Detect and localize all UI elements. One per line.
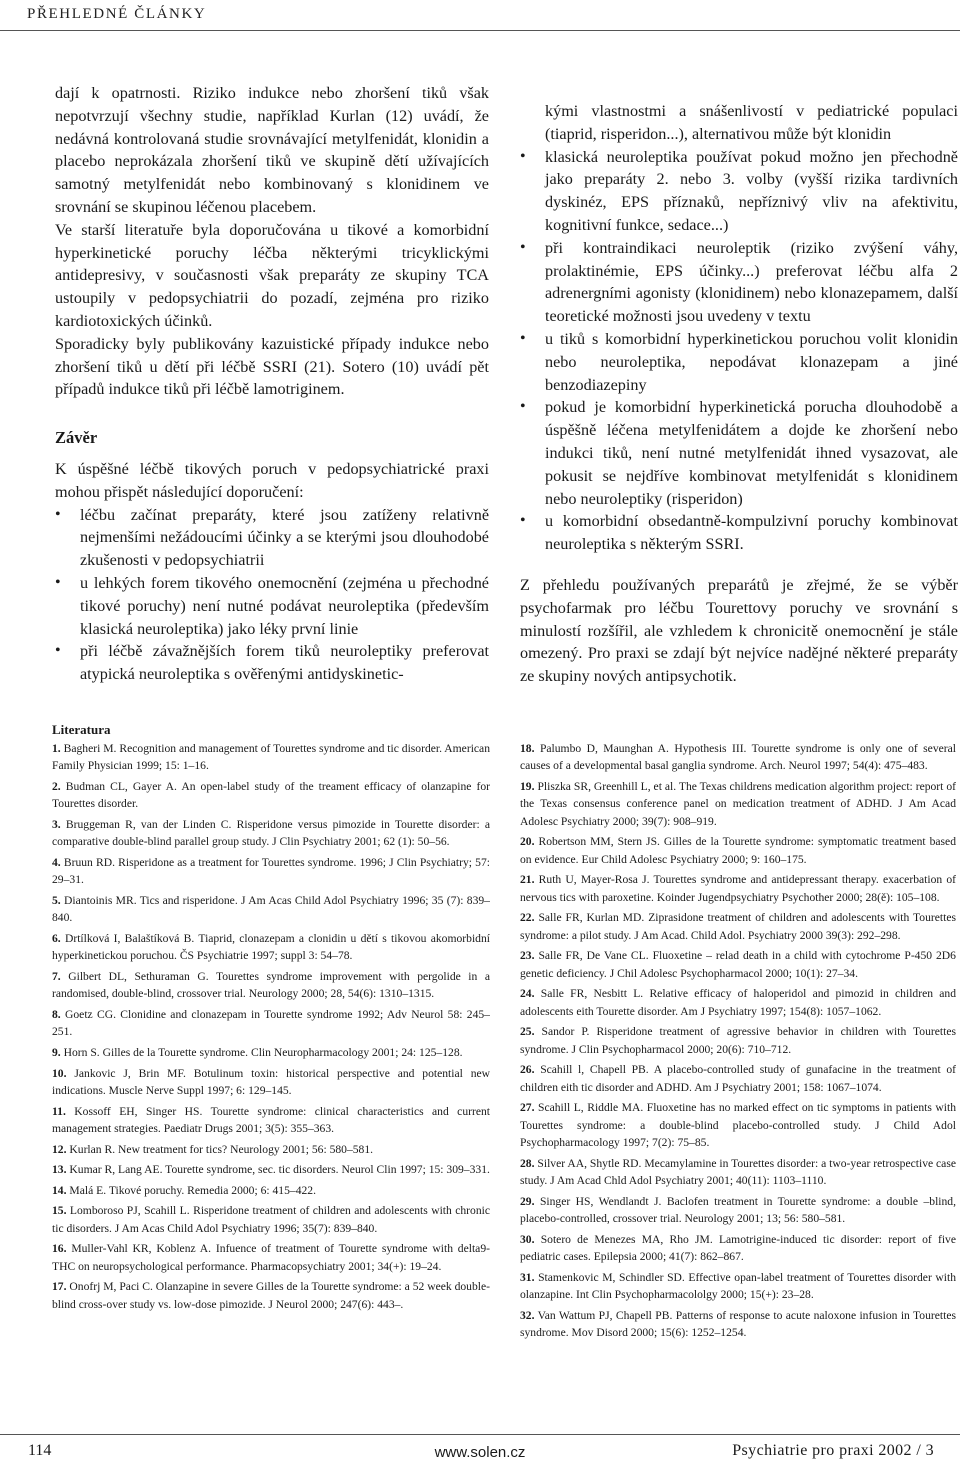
reference-authors: Kurlan R. <box>69 1142 116 1156</box>
reference-authors: Gilbert DL, Sethuraman G. <box>68 970 209 983</box>
references-left-column <box>52 740 490 1316</box>
reference-item <box>520 909 956 944</box>
reference-item <box>52 1065 490 1100</box>
reference-number: 32. <box>520 1308 535 1322</box>
left-text-column <box>55 82 489 686</box>
reference-authors: Bruggeman R, van der Linden C. <box>65 818 232 831</box>
reference-item <box>520 833 956 868</box>
page-number: 114 <box>28 1442 52 1459</box>
reference-authors: Kumar R, Lang AE. <box>69 1163 163 1177</box>
header-rule <box>0 30 960 31</box>
paragraph: Sporadicky byly publikovány kazuistické případy indukce nebo zhoršení tiků u dětí při léčbě SSRI (21). Sotero (10) uvádí pět případů indukce tiků při léčbě lamotriginem. <box>55 334 489 399</box>
reference-item <box>520 1269 956 1304</box>
reference-item <box>52 854 490 889</box>
reference-details: An open-label study of the treament efficacy of olanzapine for Tourettes disorder. <box>52 780 490 811</box>
reference-number: 15. <box>52 1204 67 1218</box>
reference-details: Gilles de la Tourette syndrome: symptomatic treatment based on evidence. Eur Child Adolesc Psychiatry 2000; 9: 160–175. <box>520 835 956 866</box>
reference-number: 20. <box>520 835 535 849</box>
reference-number: 26. <box>520 1063 535 1077</box>
paragraph: Ve starší literatuře byla doporučována u tikové a komorbidní hyperkinetické poruchy léčba některými tricyklickými antidepresivy, v současnosti však preparáty ze skupiny TCA ustoupily v pedopsychiatrii do pozadí, zejména pro riziko kardiotoxických účinků. <box>55 220 489 330</box>
reference-details: Effective opan-label treatment of Tourettes disorder with olanzapine. Int Clin Psychopharmacololgy 2000; 15(+): 23–28. <box>520 1270 957 1302</box>
reference-number: 11. <box>52 1104 66 1118</box>
reference-authors: Palumbo D, Maunghan A. <box>539 742 669 755</box>
reference-authors: Jankovic J, Brin MF. <box>74 1066 186 1080</box>
references-right-column <box>520 740 956 1345</box>
reference-authors: Malá E. <box>69 1183 107 1197</box>
list-item: • léčbu začínat preparáty, které jsou zatíženy relativně nejmenšími nežádoucími účinky a se kterými jsou dlouhodobé zkušenosti v pedopsychiatrii <box>55 504 489 572</box>
list-item: • u lehkých forem tikového onemocnění (zejména u přechodné tikové poruchy) není nutné podávat neuroleptika (především klasická neuroleptika) jako léky první linie <box>55 572 489 640</box>
reference-item <box>520 1155 956 1190</box>
reference-authors: Diantoinis MR. <box>64 894 137 907</box>
reference-number: 31. <box>520 1270 535 1284</box>
reference-authors: Drtílková I, Balaštíková B. <box>64 932 195 945</box>
reference-authors: Salle FR, Nesbitt L. <box>540 987 644 1001</box>
reference-details: Recognition and management of Tourettes syndrome and tic disorder. American Family Physician 1999; 15: 1–16. <box>52 742 490 773</box>
reference-authors: Ruth U, Mayer-Rosa J. <box>538 873 650 887</box>
list-item: • u tiků s komorbidní hyperkinetickou poruchou volit klonidin nebo neuroleptika, nepodávat klonazepam a jiné benzodiazepiny <box>520 328 958 396</box>
reference-details: Fluoxetine has no marked effect on tic symptoms in patients with Tourettes syndrome: a double-blind placebo-controlled study. J Child Adol Psychopharmacology 1997; 7(2): 75–85. <box>520 1101 956 1150</box>
reference-authors: Sandor P. <box>541 1025 590 1039</box>
section-heading: Závěr <box>55 428 98 448</box>
reference-details: Tourettes syndrome improvement with pergolide in a randomised, double-blind, crossover trial. Neurology 2000; 28, 54(6): 1310–1315. <box>52 970 490 1001</box>
paragraph: K úspěšné léčbě tikových poruch v pedopsychiatrické praxi mohou přispět následující doporučení: <box>55 459 489 501</box>
references-heading: Literatura <box>52 722 111 737</box>
reference-item <box>520 1061 956 1096</box>
reference-details: Tiaprid, clonazepam a clonidin u dětí s tikovou akomorbidní hyperkinetickou poruchou. ČS Psychiatrie 1997; suppl 3: 54–78. <box>52 932 490 963</box>
reference-authors: Onofrj M, Paci C. <box>69 1280 153 1294</box>
reference-item <box>52 1044 490 1061</box>
reference-details: Botulinum toxin: historical perspective and potential new indications. Muscle Nerve Suppl 1997; 6: 129–145. <box>52 1066 491 1097</box>
reference-number: 28. <box>520 1156 535 1170</box>
journal-name: Psychiatrie pro praxi 2002 / 3 <box>732 1442 934 1459</box>
reference-authors: Goetz CG. <box>65 1008 116 1021</box>
reference-authors: Sotero de Menezes MA, Rho JM. <box>540 1232 713 1246</box>
reference-details: Risperidone versus pimozide in Tourette disorder: a comparative double-blind parallel group study. J Clin Psychiatry 2001; 62 (1): 50–56. <box>52 818 491 849</box>
list-item: • pokud je komorbidní hyperkinetická porucha dlouhodobě a úspěšně léčena metylfenidátem a dojde ke zhoršení nebo indukci tiků, není nutné metylfenidát ihned vysazovat, ale pokusit se nejdříve kombinovat metylfenidát s klonidinem nebo neuroleptiky (risperidon) <box>520 396 958 510</box>
reference-details: Fluoxetine – relad death in a child with cytochrome P-450 2D6 genetic deficiency. J Chil Adolesc Psychopharmacol 2000; 10(1): 27–34. <box>520 949 956 980</box>
reference-number: 7. <box>52 970 61 983</box>
reference-details: A placebo-controlled study of gunafacine in the treatment of children eith tic disorder and ADHD. Am J Psychiatry 2001; 158: 1067–1074. <box>520 1063 957 1094</box>
reference-item <box>520 871 956 906</box>
reference-details: Patterns of response to acute naloxone infusion in Tourettes syndrome. Mov Disord 2000; 15(6): 1252–1254. <box>520 1308 956 1340</box>
reference-details: Gilles de la Tourette syndrome. Clin Neuropharmacology 2001; 24: 125–128. <box>102 1046 463 1059</box>
reference-number: 23. <box>520 949 535 963</box>
reference-details: Olanzapine in severe Gilles de la Tourette syndrome: a 52 week double-blind cross-over study vs. low-dose pimozide. J Neurol 2000; 247(6): 443–. <box>52 1280 491 1311</box>
reference-details: Risperidone treatment of agressive behavior in children with Tourettes syndrome. J Clin Psychopharmacol 2000; 20(6): 710–712. <box>520 1025 957 1056</box>
reference-item <box>52 1240 490 1275</box>
reference-item <box>520 1231 956 1266</box>
reference-authors: Van Wattum PJ, Chapell PB. <box>537 1308 673 1322</box>
reference-number: 9. <box>52 1046 61 1059</box>
reference-authors: Scahill l, Chapell PB. <box>540 1063 649 1077</box>
reference-details: Mecamylamine in Tourettes disorder: a two-year retrospective case study. J Am Acad Chld Adol Psychiatry 2001; 40(11): 1103–1110. <box>520 1156 956 1188</box>
reference-details: Relative efficacy of haloperidol and pimozid in children and adolescents eith Tourette disorder. Am J Psychiatry 1997; 154(8): 1057–1062. <box>520 987 956 1018</box>
reference-details: Hypothesis III. Tourette syndrome is only one of several causes of a developmental basal ganglia syndrome. Arch. Neurol 1997; 54(4): 475–483. <box>520 742 957 773</box>
reference-number: 1. <box>52 742 61 755</box>
list-item: • u komorbidní obsedantně-kompulzivní poruchy kombinovat neuroleptika s některým SSRI. <box>520 510 958 556</box>
reference-item <box>520 1023 956 1058</box>
reference-authors: Bruun RD. <box>63 856 115 869</box>
reference-authors: Salle FR, De Vane CL. <box>538 949 649 963</box>
reference-number: 10. <box>52 1066 67 1080</box>
list-item: • klasická neuroleptika používat pokud možno jen přechodně jako preparáty 2. nebo 3. volby (vyšší rizika tardivních dyskinéz, EPS příznaků, nepříznivý vliv na afektivitu, kognitivní funkce, sedace...) <box>520 146 958 237</box>
reference-number: 19. <box>520 780 535 793</box>
reference-number: 24. <box>520 987 535 1001</box>
reference-number: 13. <box>52 1163 67 1177</box>
reference-number: 5. <box>52 894 61 907</box>
reference-item <box>520 1307 956 1342</box>
reference-authors: Scahill L, Riddle MA. <box>538 1101 644 1115</box>
list-item: • při léčbě závažnějších forem tiků neuroleptiky preferovat atypická neuroleptika s ověřenými antidyskinetic- <box>55 640 489 686</box>
reference-number: 30. <box>520 1232 535 1246</box>
reference-details: The Texas childrens medication algorithm project: report of the Texas consensus conference panel on medication treatment of ADHD. J Am Acad Adolesc Psychiatry 2000; 39(7): 908–919. <box>520 780 956 828</box>
reference-item <box>52 1182 490 1199</box>
reference-number: 21. <box>520 873 535 887</box>
reference-authors: Pliszka SR, Greenhill L, et al. <box>537 780 677 793</box>
reference-item <box>520 947 956 982</box>
list-item-continued: kými vlastnostmi a snášenlivostí v pediatrické populaci (tiaprid, risperidon...), alternativou může být klonidin <box>545 102 958 143</box>
reference-number: 18. <box>520 742 535 755</box>
reference-details: Tics and risperidone. J Am Acas Child Adol Psychiatry 1996; 35 (7): 839–840. <box>52 894 490 925</box>
section-label: PŘEHLEDNÉ ČLÁNKY <box>27 6 207 22</box>
reference-number: 16. <box>52 1242 67 1256</box>
reference-item <box>520 740 956 775</box>
reference-number: 2. <box>52 780 61 793</box>
reference-details: Tikové poruchy. Remedia 2000; 6: 415–422. <box>108 1183 316 1197</box>
footer-rule <box>0 1434 960 1435</box>
reference-number: 6. <box>52 932 61 945</box>
reference-number: 25. <box>520 1025 535 1039</box>
reference-number: 8. <box>52 1008 61 1021</box>
reference-item <box>520 985 956 1020</box>
reference-details: Tourettes syndrome and antidepressant therapy. exacerbation of nervous tics with paroxetine. Koinder Jugendpsychiatry Psychother 2000; 28(ě): 105–108. <box>520 873 956 904</box>
reference-item <box>52 816 490 851</box>
reference-authors: Horn S. <box>63 1046 100 1059</box>
reference-item <box>52 1006 490 1041</box>
reference-details: Baclofen treatment in Tourette syndrome: a double –blind, placebo-controlled, crossover trial. Neurology 2001; 13; 56: 580–581. <box>520 1194 957 1226</box>
reference-details: New treatment for tics? Neurology 2001; 56: 580–581. <box>118 1142 374 1156</box>
reference-item <box>520 1193 956 1228</box>
reference-details: Risperidone treatment of children and adolescents with chronic tic disorders. J Am Acas Child Adol Psychiatry 1996; 35(7): 839–840. <box>52 1204 490 1235</box>
reference-number: 4. <box>52 856 61 869</box>
closing-paragraph: Z přehledu používaných preparátů je zřejmé, že se výběr psychofarmak pro léčbu Tourettovy poruchy ve srovnání s minulostí rozšířil, ale vzhledem k chronicitě onemocnění je stále omezený. Pro praxi se zdají být nejvíce nadějné některé preparáty ze skupiny nových antipsychotik. <box>520 575 958 686</box>
reference-number: 14. <box>52 1183 67 1197</box>
reference-number: 12. <box>52 1142 67 1156</box>
reference-item <box>52 1278 490 1313</box>
reference-authors: Budman CL, Gayer A. <box>65 780 177 793</box>
reference-details: Tourette syndrome, sec. tic disorders. Neurol Clin 1997; 15: 309–331. <box>165 1163 490 1177</box>
list-item: • při kontraindikaci neuroleptik (riziko zvýšení váhy, prolaktinémie, EPS účinky...) preferovat léčbu alfa 2 adrenergními agonisty (klonidinem) nebo klonazepamem, další teoretické možnosti jsou uvedeny v textu <box>520 237 958 328</box>
reference-details: Risperidone as a treatment for Tourettes syndrome. 1996; J Clin Psychiatry; 57: 29–31. <box>52 856 490 887</box>
reference-authors: Stamenkovic M, Schindler SD. <box>538 1270 685 1284</box>
reference-item <box>520 1099 956 1151</box>
reference-item <box>52 778 490 813</box>
paragraph: dají k opatrnosti. Riziko indukce nebo zhoršení tiků však nepotvrzují všechny studie, například Kurlan (12) uvádí, že nedávná kontrolovaná studie srovnávající metylfenidát, klonidin a placebo neprokázala zhoršení tiků ve skupině dětí užívajících samotný metylfenidát nebo kombinovaný s klonidinem ve srovnání se skupinou léčenou placebem. <box>55 84 489 216</box>
reference-item <box>520 778 956 830</box>
reference-number: 3. <box>52 818 61 831</box>
reference-number: 29. <box>520 1194 535 1208</box>
reference-details: Clonidine and clonazepam in Tourette syndrome 1992; Adv Neurol 58: 245–251. <box>52 1008 490 1039</box>
reference-authors: Lomboroso PJ, Scahill L. <box>69 1204 190 1218</box>
website-link[interactable]: www.solen.cz <box>434 1444 526 1461</box>
reference-details: Ziprasidone treatment of children and adolescents with Tourettes syndrome: a pilot study. J Am Acad. Child Adol. Psychiatry 2000 39(3): 292–298. <box>520 911 957 942</box>
right-text-column <box>520 100 958 688</box>
reference-authors: Bagheri M. <box>63 742 117 755</box>
reference-item <box>52 1202 490 1237</box>
reference-item <box>52 740 490 775</box>
reference-authors: Salle FR, Kurlan MD. <box>538 911 645 925</box>
reference-details: Tourette syndrome: clinical characteristics and current management strategies. Paediatr Drugs 2001; 3(5): 355–363. <box>52 1104 490 1135</box>
reference-details: Lamotrigine-induced tic disorder: report of five pediatric cases. Epilepsia 2000; 41(7): 862–867. <box>520 1232 956 1264</box>
reference-number: 27. <box>520 1101 535 1115</box>
reference-item <box>52 930 490 965</box>
reference-number: 22. <box>520 911 535 925</box>
reference-authors: Kossoff EH, Singer HS. <box>74 1104 203 1118</box>
reference-number: 17. <box>52 1280 67 1294</box>
reference-authors: Muller-Vahl KR, Koblenz A. <box>71 1242 212 1256</box>
reference-item <box>52 968 490 1003</box>
reference-item <box>52 1103 490 1138</box>
reference-item <box>52 1161 490 1178</box>
reference-details: Infuence of treatment of Tourette syndrome with delta9-THC on neuropsychological performance. Pharmacopsychiatry 2001; 34(+): 19–24. <box>52 1242 490 1273</box>
recommendation-list <box>520 146 958 556</box>
reference-authors: Singer HS, Wendlandt J. <box>539 1194 662 1208</box>
reference-item <box>52 1141 490 1158</box>
recommendation-list <box>55 504 489 686</box>
reference-authors: Silver AA, Shytle RD. <box>537 1156 642 1170</box>
reference-authors: Robertson MM, Stern JS. <box>538 835 660 849</box>
reference-item <box>52 892 490 927</box>
